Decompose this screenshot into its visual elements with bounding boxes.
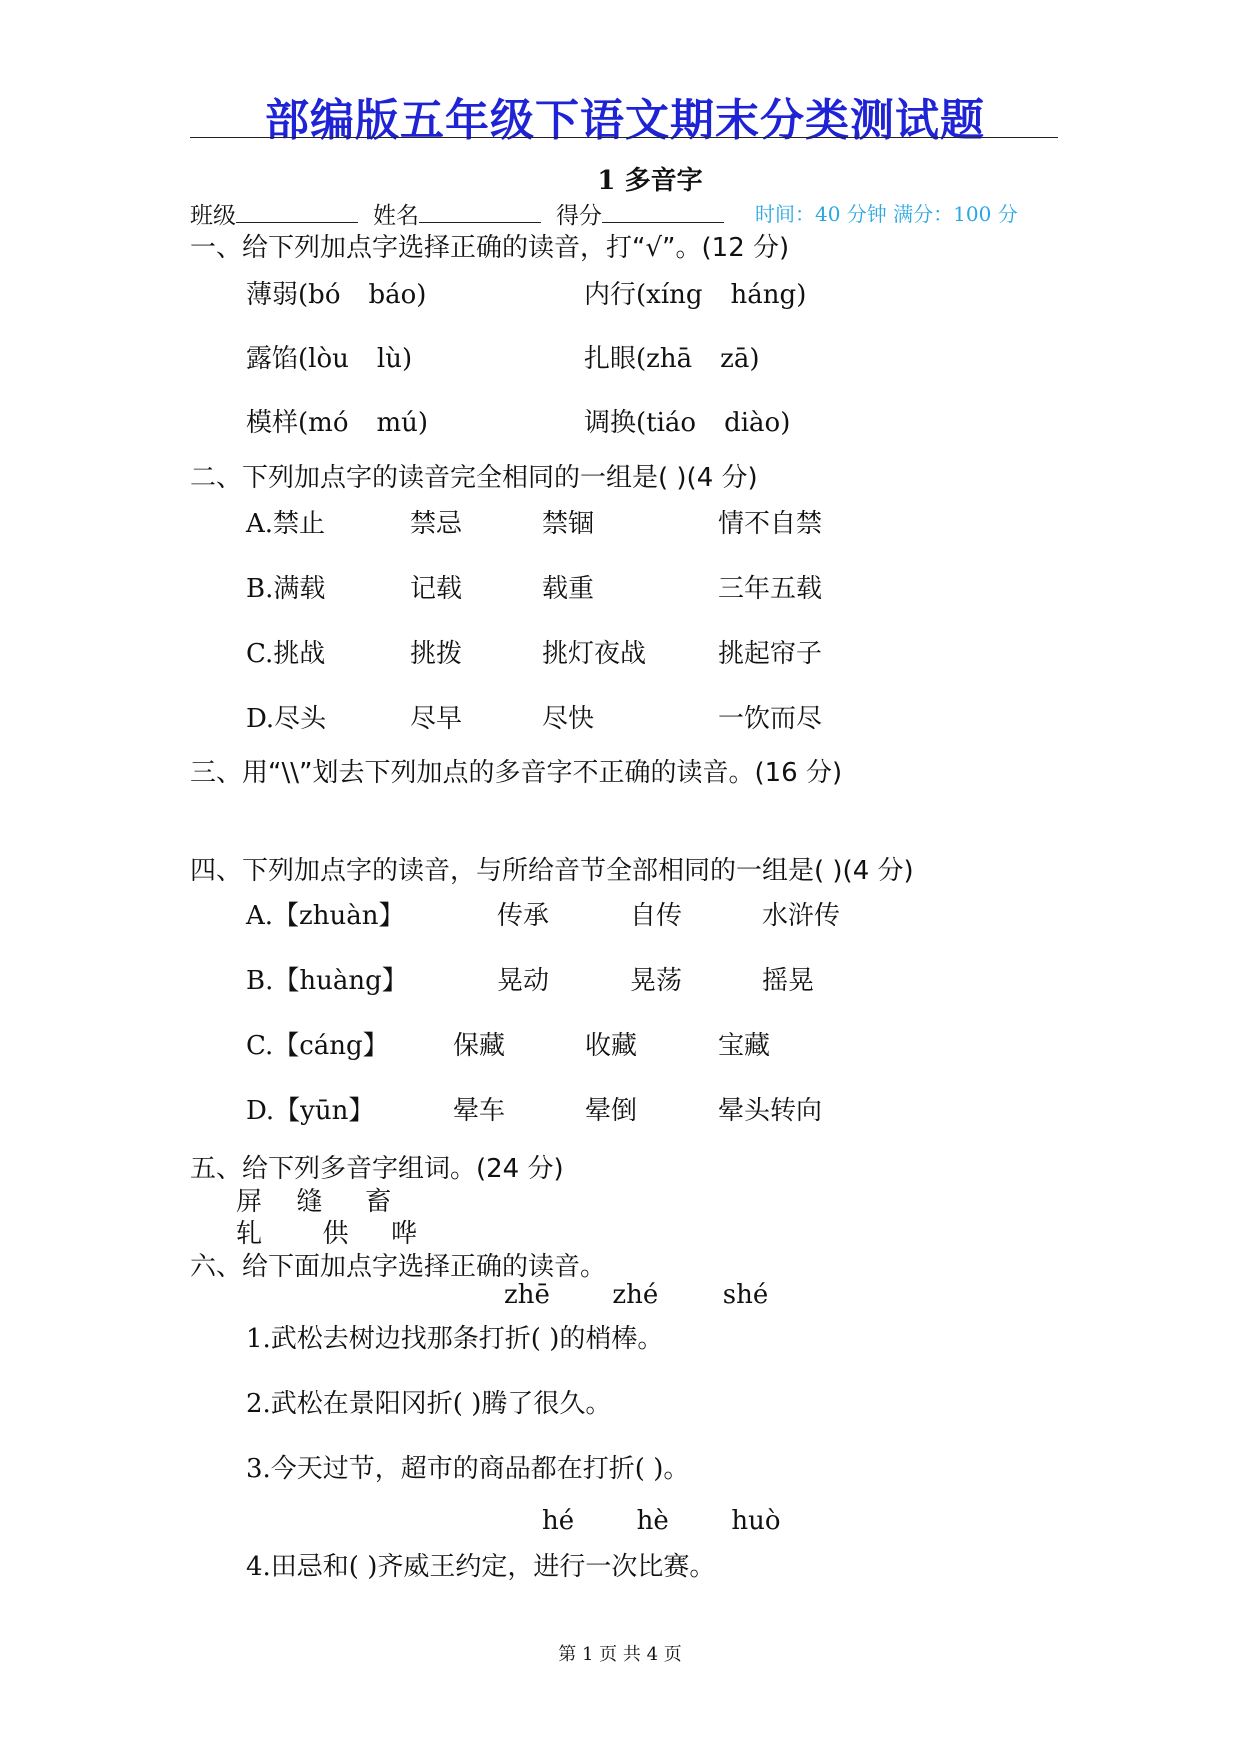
- word: 内行: [584, 280, 637, 310]
- pinyin-option[interactable]: xíng: [646, 280, 703, 310]
- open-paren: (: [636, 280, 647, 310]
- option-word: 尽早: [410, 704, 463, 734]
- class-field: [190, 197, 358, 230]
- option-word: 晕头转向: [718, 1096, 823, 1126]
- word-char: 屏: [236, 1187, 263, 1217]
- pinyin-option[interactable]: zā: [720, 344, 750, 374]
- section-6-heading: 六、给下面加点字选择正确的读音。: [190, 1252, 607, 1282]
- option-word: 宝藏: [718, 1031, 771, 1061]
- pinyin-option[interactable]: zhā: [646, 344, 693, 374]
- close-paren: ): [401, 344, 413, 374]
- section-2-heading: 二、下列加点字的读音完全相同的一组是( )(4 分): [190, 463, 758, 493]
- open-paren: (: [298, 280, 309, 310]
- score-label: 得分: [556, 203, 602, 229]
- option-label[interactable]: C.【cáng】: [246, 1031, 389, 1061]
- option-word: 记载: [410, 574, 463, 604]
- score-field: [556, 197, 724, 230]
- page-footer: 第 1 页 共 4 页: [558, 1644, 682, 1665]
- option-word: 挑起帘子: [718, 639, 823, 669]
- pinyin-option[interactable]: bó: [308, 280, 341, 310]
- word-char: 哗: [391, 1219, 418, 1249]
- section-3-heading: 三、用“\\”划去下列加点的多音字不正确的读音。(16 分): [190, 758, 843, 788]
- word-char: 缝: [296, 1187, 323, 1217]
- pinyin-option[interactable]: diào: [724, 408, 781, 438]
- section-4-heading: 四、下列加点字的读音，与所给音节全部相同的一组是( )(4 分): [190, 856, 914, 886]
- option-word: 保藏: [453, 1031, 506, 1061]
- page-title: 部编版五年级下语文期末分类测试题: [265, 95, 985, 146]
- title-divider: [190, 137, 1058, 138]
- option-label[interactable]: B.满载: [246, 574, 326, 604]
- word: 露馅: [246, 344, 299, 374]
- close-paren: ): [796, 280, 807, 310]
- open-paren: (: [636, 408, 647, 438]
- open-paren: (: [298, 344, 309, 374]
- word: 模样: [246, 408, 299, 438]
- option-word: 水浒传: [762, 901, 841, 931]
- sentence-1: 1.武松去树边找那条打折( )的梢棒。: [246, 1324, 664, 1354]
- option-word: 一饮而尽: [718, 704, 823, 734]
- pinyin-option[interactable]: tiáo: [646, 408, 697, 438]
- reading-choice-item: [584, 274, 806, 311]
- pinyin-option[interactable]: báo: [368, 280, 417, 310]
- word: 薄弱: [246, 280, 299, 310]
- pinyin-group-1: [504, 1280, 768, 1310]
- pinyin: zhé: [612, 1280, 659, 1310]
- option-word: 晕车: [453, 1096, 506, 1126]
- sentence-3: 3.今天过节，超市的商品都在打折( )。: [246, 1454, 690, 1484]
- option-word: 晃荡: [630, 966, 683, 996]
- option-label[interactable]: D.尽头: [246, 704, 327, 734]
- section-5-row-2: [236, 1213, 417, 1250]
- word: 扎眼: [584, 344, 637, 374]
- name-field: [373, 197, 541, 230]
- open-paren: (: [636, 344, 647, 374]
- reading-choice-item: [584, 338, 759, 375]
- close-paren: ): [780, 408, 791, 438]
- sentence-4: 4.田忌和( )齐威王约定，进行一次比赛。: [246, 1552, 716, 1582]
- option-label[interactable]: A.【zhuàn】: [246, 901, 405, 931]
- pinyin: zhē: [504, 1280, 550, 1310]
- score-blank: [602, 200, 724, 223]
- option-word: 摇晃: [762, 966, 815, 996]
- word-char: 畜: [365, 1187, 392, 1217]
- option-word: 载重: [542, 574, 595, 604]
- pinyin-option[interactable]: háng: [730, 280, 797, 310]
- option-word: 传承: [497, 901, 550, 931]
- reading-choice-item: [246, 274, 426, 311]
- section-5-heading: 五、给下列多音字组词。(24 分): [190, 1154, 564, 1184]
- section-subtitle: 1 多音字: [597, 166, 703, 196]
- close-paren: ): [416, 280, 427, 310]
- option-label[interactable]: D.【yūn】: [246, 1096, 375, 1126]
- pinyin-group-2: [542, 1506, 781, 1536]
- word-char: 供: [322, 1219, 349, 1249]
- option-word: 自传: [630, 901, 683, 931]
- name-blank: [419, 200, 541, 223]
- option-label[interactable]: B.【huàng】: [246, 966, 408, 996]
- reading-choice-item: [584, 402, 790, 439]
- option-word: 收藏: [585, 1031, 638, 1061]
- option-label[interactable]: C.挑战: [246, 639, 326, 669]
- option-word: 挑拨: [410, 639, 463, 669]
- class-label: 班级: [190, 203, 236, 229]
- time-note: 时间：40 分钟 满分：100 分: [755, 202, 1018, 226]
- pinyin-option[interactable]: lù: [376, 344, 402, 374]
- open-paren: (: [298, 408, 309, 438]
- pinyin: hé: [542, 1506, 575, 1536]
- close-paren: ): [749, 344, 760, 374]
- pinyin: huò: [731, 1506, 781, 1536]
- option-word: 禁锢: [542, 509, 595, 539]
- name-label: 姓名: [373, 203, 419, 229]
- pinyin-option[interactable]: mú: [376, 408, 418, 438]
- option-word: 晃动: [497, 966, 550, 996]
- reading-choice-item: [246, 402, 428, 439]
- reading-choice-item: [246, 338, 412, 375]
- option-word: 禁忌: [410, 509, 463, 539]
- sentence-2: 2.武松在景阳冈折( )腾了很久。: [246, 1389, 612, 1419]
- option-word: 情不自禁: [718, 509, 823, 539]
- class-blank: [236, 200, 358, 223]
- option-word: 尽快: [542, 704, 595, 734]
- word-char: 轧: [236, 1219, 263, 1249]
- section-1-heading: 一、给下列加点字选择正确的读音，打“√”。(12 分): [190, 233, 790, 263]
- close-paren: ): [417, 408, 429, 438]
- pinyin-option[interactable]: lòu: [308, 344, 349, 374]
- pinyin-option[interactable]: mó: [308, 408, 349, 438]
- pinyin: shé: [722, 1280, 769, 1310]
- word: 调换: [584, 408, 637, 438]
- option-label[interactable]: A.禁止: [246, 509, 326, 539]
- option-word: 挑灯夜战: [542, 639, 647, 669]
- option-word: 晕倒: [585, 1096, 638, 1126]
- option-word: 三年五载: [718, 574, 823, 604]
- pinyin: hè: [636, 1506, 669, 1536]
